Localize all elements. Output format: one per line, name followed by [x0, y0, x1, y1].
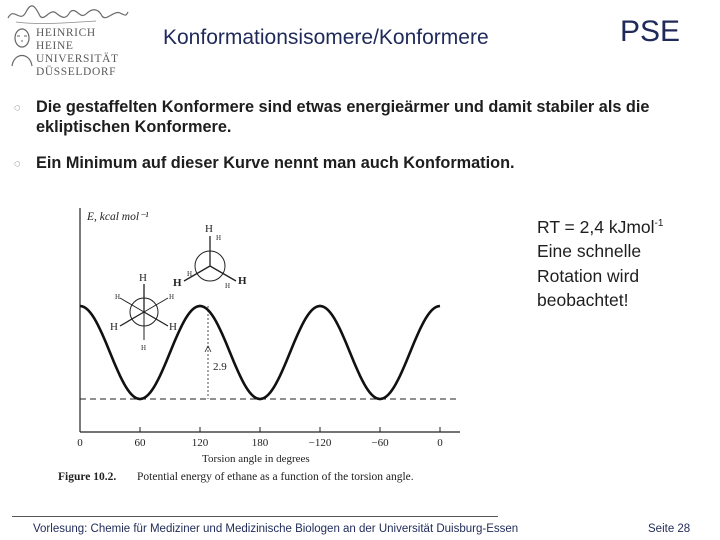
- university-logo: [0, 0, 135, 78]
- x-tick-label: 60: [134, 437, 146, 449]
- note-line-3: Rotation wird: [537, 265, 640, 286]
- newman-atom: H: [216, 234, 222, 242]
- newman-atom: H: [238, 275, 247, 287]
- barrier-label: 2.9: [213, 361, 227, 373]
- x-tick-label: 0: [77, 437, 83, 449]
- x-tick-label: 120: [191, 437, 209, 449]
- newman-eclipsed: [173, 223, 247, 290]
- pse-label: PSE: [620, 15, 681, 48]
- bullet-text: Ein Minimum auf dieser Kurve nennt man auch Konformation.: [36, 154, 515, 172]
- bullet-item: [14, 153, 714, 174]
- x-axis-label: Torsion angle in degrees: [202, 453, 310, 465]
- newman-atom: H: [110, 321, 118, 333]
- logo-line-2: UNIVERSITÄT: [36, 53, 119, 65]
- footer-divider: [12, 516, 498, 517]
- ring-bullet-icon: ◌: [14, 102, 21, 114]
- rt-line: [537, 212, 663, 239]
- side-note: [537, 212, 663, 313]
- newman-atom: H: [169, 293, 175, 301]
- newman-atom: H: [173, 277, 182, 289]
- footer-text: Vorlesung: Chemie für Mediziner und Medizinische Biologen an der Universität Duisburg-Essen: [33, 523, 519, 535]
- bullet-text: Die gestaffelten Konformere sind etwas energieärmer und damit stabiler als die ekliptischen Konformere.: [36, 98, 650, 136]
- bullet-item: [14, 97, 714, 137]
- note-line-2: Eine schnelle: [537, 241, 642, 262]
- x-tick-label: 0: [437, 437, 443, 449]
- newman-atom: H: [169, 321, 177, 333]
- logo-line-3: DÜSSELDORF: [36, 66, 117, 78]
- x-tick-label: 180: [251, 437, 269, 449]
- rt-value: RT = 2,4 kJmol: [537, 216, 655, 237]
- newman-atom: H: [187, 270, 193, 278]
- newman-staggered: [110, 272, 177, 352]
- x-tick-label: −120: [308, 437, 332, 449]
- newman-atom: H: [205, 223, 213, 235]
- figure-caption-text: Potential energy of ethane as a function of the torsion angle.: [137, 471, 414, 483]
- rt-exponent: -1: [654, 218, 664, 229]
- y-axis-label: E, kcal mol⁻¹: [87, 211, 149, 223]
- slide-title: Konformationsisomere/Konformere: [163, 26, 489, 49]
- heine-portrait-icon: [6, 24, 36, 68]
- energy-diagram: [55, 200, 495, 490]
- newman-atom: H: [225, 282, 231, 290]
- signature-icon: [6, 4, 130, 26]
- ring-bullet-icon: ◌: [14, 158, 21, 170]
- newman-atom: H: [139, 272, 147, 284]
- page-number: Seite 28: [648, 523, 691, 535]
- newman-atom: H: [115, 293, 121, 301]
- note-line-4: beobachtet!: [537, 290, 629, 311]
- x-tick-label: −60: [371, 437, 389, 449]
- newman-atom: H: [141, 344, 147, 352]
- figure-caption-label: Figure 10.2.: [58, 471, 117, 483]
- logo-line-1: HEINRICH HEINE: [36, 27, 96, 52]
